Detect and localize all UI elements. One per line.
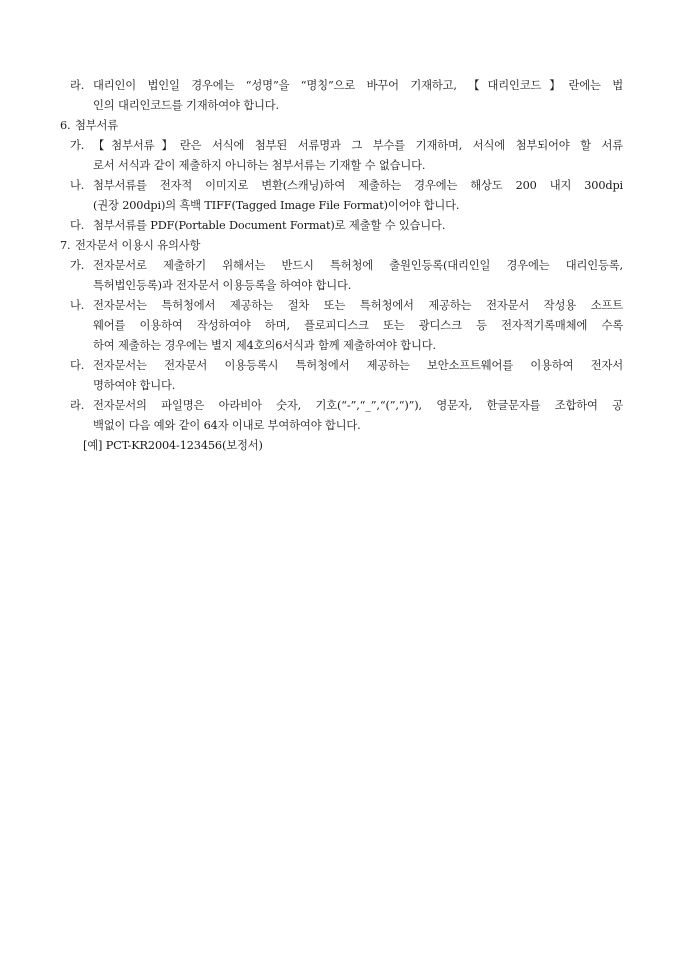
item-text: 【첨부서류】란은 서식에 첨부된 서류명과 그 부수를 기재하며, 서식에 첨부되어야 할 서류 [93,139,623,152]
item-marker: 라. [70,79,85,92]
item-text: 명하여야 합니다. [93,379,176,392]
item-marker: 나. [70,179,85,192]
item-text: 웨어를 이용하여 작성하여야 하며, 플로피디스크 또는 광디스크 등 전자적기록매체에 수록 [93,319,623,332]
filename-example [0,436,680,456]
list-item-5-ra-line-2 [0,96,680,116]
item-marker: 나. [70,299,85,312]
list-item-7-na-line-2 [0,316,680,336]
list-item-5-ra-line-1 [0,76,680,96]
list-item-7-da-line-1 [0,356,680,376]
list-item-6-da-line-1 [0,216,680,236]
section-number: 7. [60,239,71,252]
list-item-7-da-line-2 [0,376,680,396]
section-heading-7 [0,236,680,256]
list-item-6-na-line-2 [0,196,680,216]
item-text: 전자문서는 전자문서 이용등록시 특허청에서 제공하는 보안소프트웨어를 이용하여 전자서 [93,359,623,372]
item-marker: 라. [70,399,85,412]
item-text: (권장 200dpi)의 흑백 TIFF(Tagged Image File Format)이어야 합니다. [93,199,460,212]
example-text: [예] PCT-KR2004-123456(보정서) [83,439,263,452]
list-item-6-na-line-1 [0,176,680,196]
list-item-6-ga-line-1 [0,136,680,156]
item-text: 전자문서는 특허청에서 제공하는 절차 또는 특허청에서 제공하는 전자문서 작성용 소프트 [93,299,623,312]
item-marker: 가. [70,139,85,152]
document-body [0,76,680,456]
item-text: 인의 대리인코드를 기재하여야 합니다. [93,99,279,112]
list-item-6-ga-line-2 [0,156,680,176]
item-marker: 다. [70,219,85,232]
list-item-7-na-line-1 [0,296,680,316]
list-item-7-ra-line-1 [0,396,680,416]
section-title: 전자문서 이용시 유의사항 [75,239,201,252]
item-text: 로서 서식과 같이 제출하지 아니하는 첨부서류는 기재할 수 없습니다. [93,159,426,172]
section-title: 첨부서류 [75,119,119,132]
item-text: 첨부서류를 PDF(Portable Document Format)로 제출할 수 있습니다. [93,219,446,232]
section-heading-6 [0,116,680,136]
section-number: 6. [60,119,71,132]
item-marker: 다. [70,359,85,372]
item-text: 하여 제출하는 경우에는 별지 제4호의6서식과 함께 제출하여야 합니다. [93,339,436,352]
list-item-7-ga-line-2 [0,276,680,296]
item-text: 특허법인등록)과 전자문서 이용등록을 하여야 합니다. [93,279,352,292]
list-item-7-ga-line-1 [0,256,680,276]
item-text: 전자문서로 제출하기 위해서는 반드시 특허청에 출원인등록(대리인일 경우에는 대리인등록, [93,259,623,272]
item-text: 첨부서류를 전자적 이미지로 변환(스캐닝)하여 제출하는 경우에는 해상도 200 내지 300dpi [93,179,623,192]
item-text: 대리인이 법인일 경우에는 “성명”을 “명칭”으로 바꾸어 기재하고, 【대리인코드】란에는 법 [93,79,623,92]
item-text: 전자문서의 파일명은 아라비아 숫자, 기호(“-”,“_”,“(”,“)”), 영문자, 한글문자를 조합하여 공 [93,399,623,412]
item-text: 백없이 다음 예와 같이 64자 이내로 부여하여야 합니다. [93,419,361,432]
list-item-7-na-line-3 [0,336,680,356]
list-item-7-ra-line-2 [0,416,680,436]
item-marker: 가. [70,259,85,272]
